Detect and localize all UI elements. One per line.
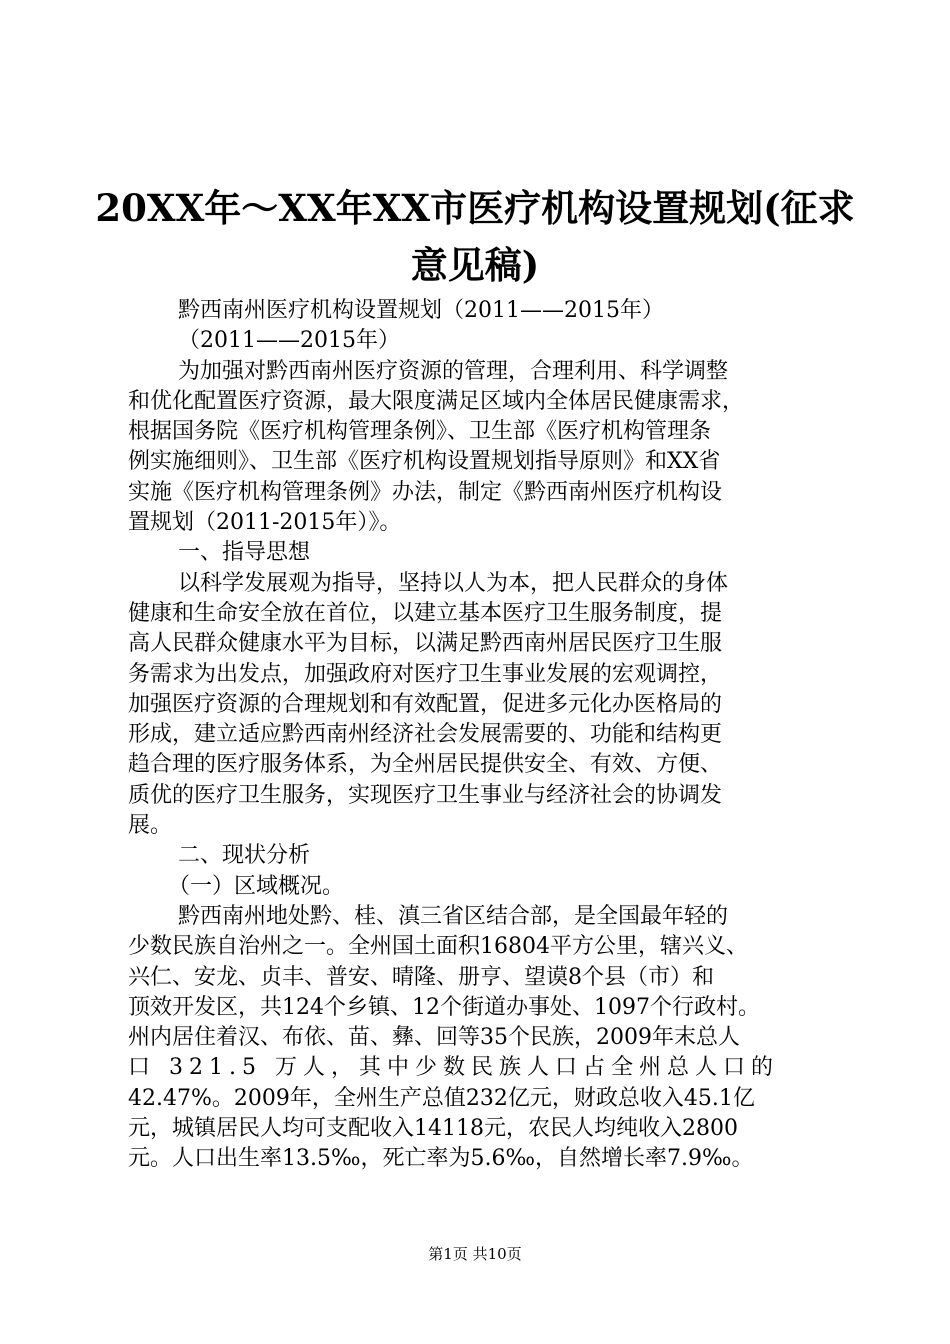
- paragraph-line: 元，城镇居民人均可支配收入14118元，农民人均纯收入2800: [128, 1116, 738, 1142]
- paragraph-line: 42.47%。2009年，全州生产总值232亿元，财政总收入45.1亿: [128, 1085, 755, 1111]
- document-title-line-1: 20XX年～XX年XX市医疗机构设置规划(征求: [95, 186, 855, 230]
- paragraph-line: 和优化配置医疗资源，最大限度满足区域内全体居民健康需求，: [128, 388, 745, 414]
- paragraph-line: 根据国务院《医疗机构管理条例》、卫生部《医疗机构管理条: [128, 419, 712, 445]
- subtitle-years-line: （2011——2015年）: [178, 328, 400, 354]
- paragraph-line: 加强医疗资源的合理规划和有效配置，促进多元化办医格局的: [128, 691, 723, 717]
- document-body: [128, 296, 834, 1175]
- section-heading: 一、指导思想: [178, 540, 311, 566]
- paragraph-line: 展。: [128, 813, 173, 839]
- paragraph-line: 质优的医疗卫生服务，实现医疗卫生事业与经济社会的协调发: [128, 782, 723, 808]
- paragraph-line: 黔西南州地处黔、桂、滇三省区结合部，是全国最年轻的: [178, 903, 729, 929]
- paragraph-line: 健康和生命安全放在首位，以建立基本医疗卫生服务制度，提: [128, 600, 723, 626]
- paragraph-line: 顶效开发区，共124个乡镇、12个街道办事处、1097个行政村。: [128, 994, 760, 1020]
- page-footer: 第1页 共10页: [428, 1245, 522, 1263]
- subtitle-line: 黔西南州医疗机构设置规划（2011——2015年）: [178, 298, 664, 323]
- paragraph-line: 形成，建立适应黔西南州经济社会发展需要的、功能和结构更: [128, 722, 723, 748]
- section-heading: 二、现状分析: [178, 843, 311, 869]
- paragraph-line: 元。人口出生率13.5‰，死亡率为5.6‰，自然增长率7.9‰。: [128, 1146, 754, 1172]
- paragraph-line: 趋合理的医疗服务体系，为全州居民提供安全、有效、方便、: [128, 752, 723, 778]
- paragraph-line: 实施《医疗机构管理条例》办法，制定《黔西南州医疗机构设: [128, 479, 723, 505]
- subsection-heading: （一）区域概况。: [168, 873, 345, 899]
- paragraph-line: 以科学发展观为指导，坚持以人为本，把人民群众的身体: [178, 570, 729, 596]
- paragraph-line: 置规划（2011-2015年）》。: [128, 510, 402, 536]
- paragraph-line: 务需求为出发点，加强政府对医疗卫生事业发展的宏观调控，: [128, 661, 723, 687]
- paragraph-line: 州内居住着汉、布依、苗、彝、回等35个民族，2009年末总人: [128, 1025, 740, 1051]
- paragraph-line: 兴仁、安龙、贞丰、普安、晴隆、册亨、望谟8个县（市）和: [128, 964, 714, 990]
- paragraph-line: 高人民群众健康水平为目标，以满足黔西南州居民医疗卫生服: [128, 631, 723, 657]
- paragraph-line: 为加强对黔西南州医疗资源的管理，合理利用、科学调整: [178, 358, 729, 384]
- paragraph-line: 口 321.5 万人，其中少数民族人口占全州总人口的: [128, 1055, 779, 1081]
- paragraph-line: 例实施细则》、卫生部《医疗机构设置规划指导原则》和XX省: [128, 449, 721, 475]
- paragraph-line: 少数民族自治州之一。全州国土面积16804平方公里，辖兴义、: [128, 934, 748, 960]
- document-title-line-2: 意见稿): [410, 243, 540, 287]
